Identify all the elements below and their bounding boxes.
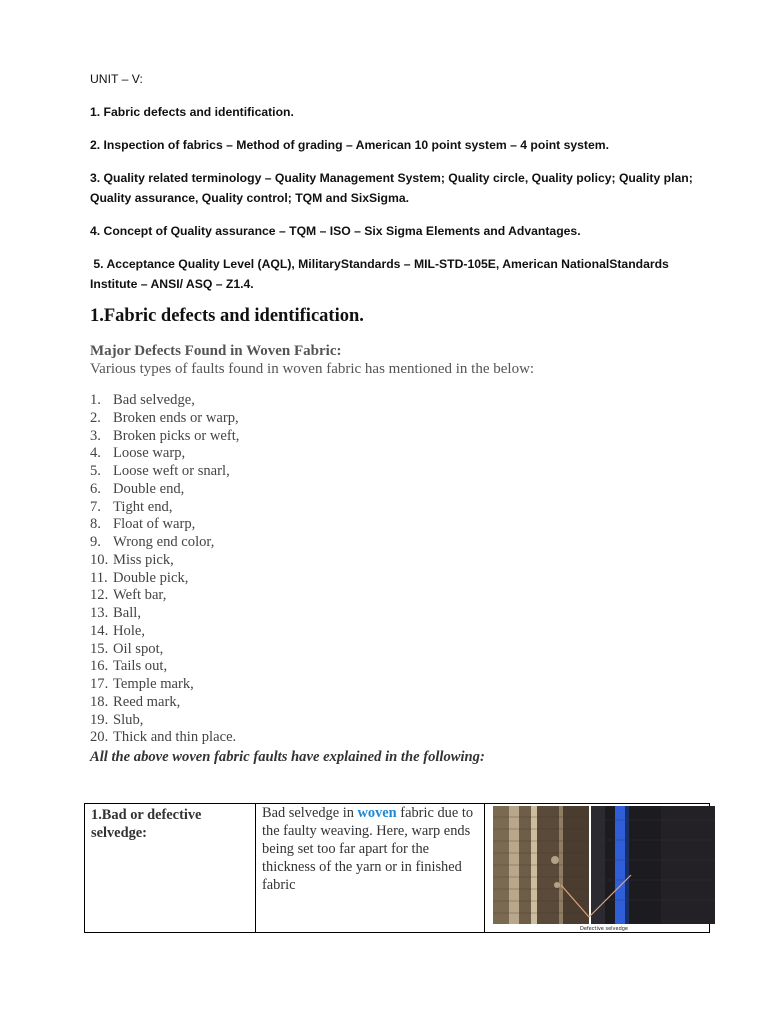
woven-link[interactable]: woven (357, 805, 397, 821)
unit-heading: UNIT – V: (90, 72, 143, 86)
defect-image-cell (485, 804, 710, 933)
list-item (90, 729, 239, 747)
syllabus-item-3 (90, 168, 730, 208)
list-item-number: 9. (90, 534, 101, 550)
defect-description-cell (256, 804, 485, 933)
list-item-number: 19. (90, 711, 109, 728)
list-item (90, 552, 239, 570)
selvedge-photo (491, 805, 717, 925)
list-item-text: Temple mark, (113, 676, 194, 692)
list-item-number: 14. (90, 622, 109, 639)
list-item-text: Weft bar, (113, 587, 167, 604)
description-text-end: fabric due to the faulty weaving. Here, warp ends being set too far apart for the thickness of the yarn or in finished fabric (262, 805, 474, 893)
list-item-text: Miss pick, (113, 551, 174, 568)
list-item (90, 623, 239, 641)
list-item (90, 516, 239, 534)
list-item (90, 428, 239, 446)
list-item-number: 8. (90, 516, 101, 533)
list-item (90, 463, 239, 481)
list-item-text: Slub, (113, 711, 144, 728)
defect-name-cell (85, 804, 256, 933)
list-item (90, 694, 239, 712)
list-item (90, 410, 239, 428)
syllabus-item-3-line-2: Quality assurance, Quality control; TQM and SixSigma. (90, 191, 409, 205)
list-item (90, 712, 239, 730)
list-item-number: 7. (90, 498, 101, 515)
list-item-text: Hole, (113, 622, 146, 639)
syllabus-item-4: 4. Concept of Quality assurance – TQM – ISO – Six Sigma Elements and Advantages. (90, 224, 581, 238)
section-intro: Various types of faults found in woven fabric has mentioned in the below: (90, 361, 535, 377)
list-item-number: 16. (90, 658, 109, 675)
list-item-number: 10. (90, 551, 109, 568)
description-text-start: Bad selvedge in (262, 805, 358, 821)
syllabus-item-5-line-2: Institute – ANSI/ ASQ – Z1.4. (90, 277, 254, 291)
list-item (90, 445, 239, 463)
list-item-text: Thick and thin place. (113, 729, 237, 746)
syllabus-item-2: 2. Inspection of fabrics – Method of grading – American 10 point system – 4 point system. (90, 138, 609, 152)
list-item-number: 17. (90, 676, 109, 692)
list-item-number: 11. (90, 569, 108, 586)
list-item-number: 15. (90, 640, 109, 657)
list-item (90, 641, 239, 659)
list-item-text: Oil spot, (113, 640, 164, 657)
image-caption: Defective selvedge (579, 926, 628, 932)
section-subheading: Major Defects Found in Woven Fabric: (90, 343, 342, 359)
fault-list (90, 392, 239, 747)
list-item (90, 499, 239, 517)
list-item-text: Broken picks or weft, (113, 427, 240, 444)
list-item-text: Ball, (113, 605, 141, 621)
syllabus-item-5 (90, 254, 730, 294)
defective-selvedge-image (491, 805, 717, 932)
syllabus-item-1: 1. Fabric defects and identification. (90, 105, 294, 119)
list-item (90, 570, 239, 588)
list-item-number: 6. (90, 480, 101, 497)
list-item-text: Reed mark, (113, 693, 181, 710)
list-item-number: 4. (90, 445, 101, 462)
list-item-number: 20. (90, 729, 109, 746)
list-item-text: Loose weft or snarl, (113, 463, 230, 479)
list-item (90, 658, 239, 676)
list-item-text: Double pick, (113, 569, 189, 586)
syllabus-item-3-line-1: 3. Quality related terminology – Quality Management System; Quality circle, Quality policy; Quality plan; (90, 171, 693, 185)
list-item-text: Tight end, (113, 498, 173, 515)
list-item-text: Double end, (113, 480, 185, 497)
list-item-number: 2. (90, 409, 101, 426)
defect-name-line-2: selvedge: (91, 825, 147, 841)
section-heading: 1.Fabric defects and identification. (90, 306, 364, 326)
list-item (90, 392, 239, 410)
list-item-text: Float of warp, (113, 516, 196, 533)
list-item-number: 18. (90, 693, 109, 710)
list-item-number: 5. (90, 463, 101, 479)
list-item (90, 481, 239, 499)
defect-name-line-1: 1.Bad or defective (91, 807, 202, 823)
list-item-number: 13. (90, 605, 109, 621)
list-item (90, 587, 239, 605)
list-item (90, 676, 239, 694)
list-item (90, 534, 239, 552)
list-item-number: 3. (90, 427, 101, 444)
list-item-number: 12. (90, 587, 109, 604)
table-row (85, 804, 710, 933)
list-item-text: Wrong end color, (113, 534, 215, 550)
syllabus-item-5-line-1: 5. Acceptance Quality Level (AQL), MilitaryStandards – MIL-STD-105E, American NationalStandards (90, 257, 669, 271)
list-item-number: 1. (90, 392, 101, 408)
defects-table (84, 803, 710, 933)
list-item-text: Broken ends or warp, (113, 409, 239, 426)
list-item-text: Bad selvedge, (113, 392, 195, 408)
summary-text: All the above woven fabric faults have explained in the following: (90, 749, 485, 765)
list-item-text: Tails out, (113, 658, 168, 675)
list-item-text: Loose warp, (113, 445, 186, 462)
list-item (90, 605, 239, 623)
